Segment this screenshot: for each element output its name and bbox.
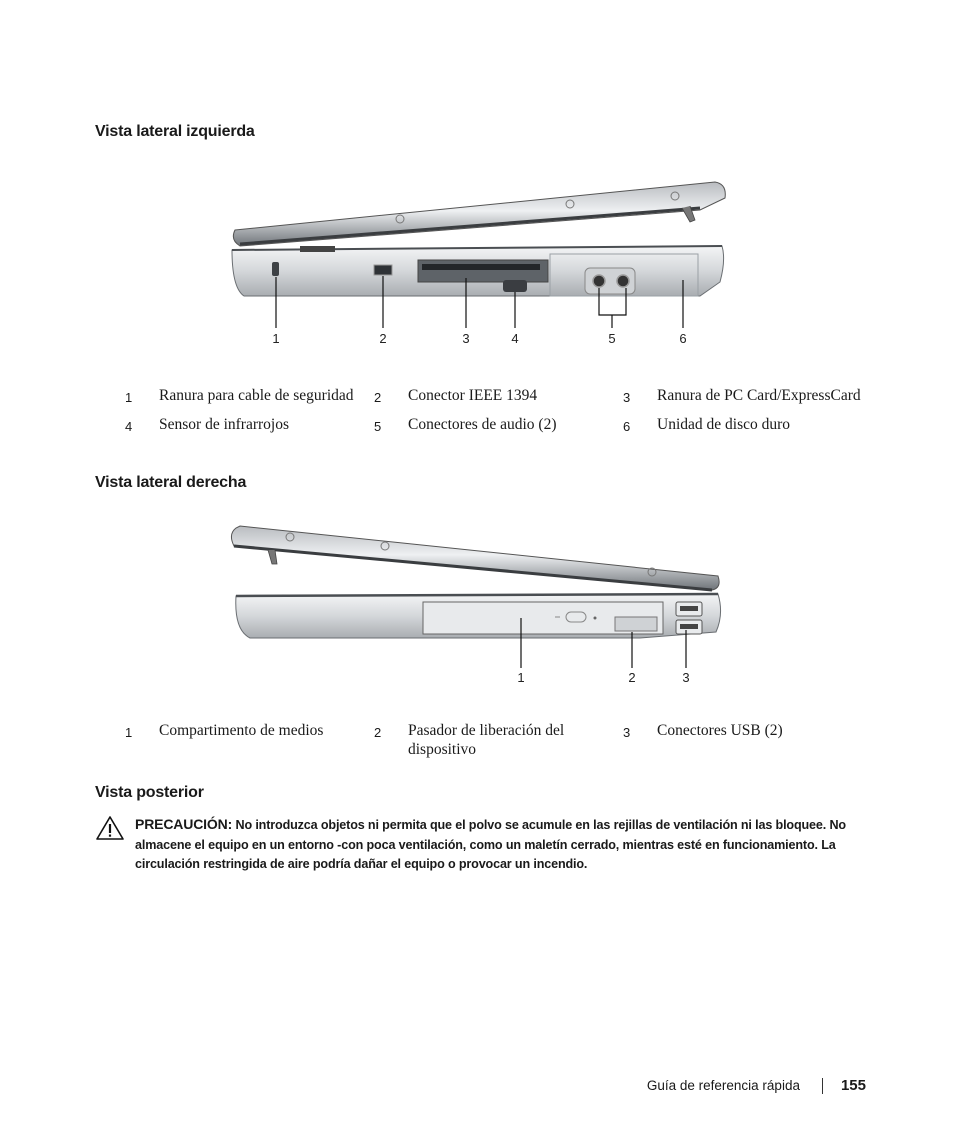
section-title-left-view: Vista lateral izquierda [95, 123, 255, 140]
legend-text: Conector IEEE 1394 [408, 387, 538, 404]
legend-text: Conectores USB (2) [657, 722, 783, 739]
callout-2: 2 [628, 670, 636, 685]
section-title-rear-view: Vista posterior [95, 784, 204, 801]
legend-number: 2 [374, 725, 382, 740]
right-view-legend [120, 721, 867, 767]
callout-3: 3 [462, 331, 470, 346]
left-view-legend [120, 386, 867, 444]
legend-number: 6 [623, 419, 631, 434]
caution-text: No introduzca objetos ni permita que el polvo se acumule en las rejillas de ventilación ni las bloquee. No almacene el equipo en un entorno -con poca ventilación, como un maletín cerrado, mientras esté en funcionamiento. La circulación restringida de aire podría dañar el equipo o provocar un incendio. [135, 818, 846, 871]
legend-text: Pasador de liberación del dispositivo [408, 722, 565, 758]
legend-number: 5 [374, 419, 382, 434]
legend-text: Unidad de disco duro [657, 416, 791, 433]
legend-number: 3 [623, 390, 631, 405]
page-footer [647, 1077, 866, 1094]
legend-text: Sensor de infrarrojos [159, 416, 289, 433]
left-side-illustration [0, 170, 954, 355]
footer-separator [822, 1078, 823, 1094]
caution-label: PRECAUCIÓN: [135, 816, 233, 832]
legend-number: 2 [374, 390, 382, 405]
callout-5: 5 [608, 331, 616, 346]
legend-text: Compartimento de medios [159, 722, 324, 739]
legend-text: Conectores de audio (2) [408, 416, 557, 433]
right-side-illustration [0, 520, 954, 690]
legend-number: 1 [125, 390, 133, 405]
legend-row [120, 415, 867, 444]
legend-number: 3 [623, 725, 631, 740]
footer-guide-title: Guía de referencia rápida [646, 1078, 800, 1093]
callout-1: 1 [272, 331, 280, 346]
legend-row [120, 386, 867, 415]
legend-number: 1 [125, 725, 133, 740]
legend-number: 4 [125, 419, 133, 434]
legend-text: Ranura de PC Card/ExpressCard [657, 387, 861, 404]
callout-4: 4 [511, 331, 519, 346]
callout-1: 1 [517, 670, 525, 685]
section-title-right-view: Vista lateral derecha [95, 474, 247, 491]
callout-6: 6 [679, 331, 687, 346]
caution-text-block [135, 815, 870, 875]
page-number: 155 [840, 1077, 866, 1094]
warning-triangle-icon [95, 815, 125, 841]
legend-text: Ranura para cable de seguridad [159, 387, 354, 404]
legend-row [120, 721, 867, 767]
callout-2: 2 [379, 331, 387, 346]
callout-3: 3 [682, 670, 690, 685]
